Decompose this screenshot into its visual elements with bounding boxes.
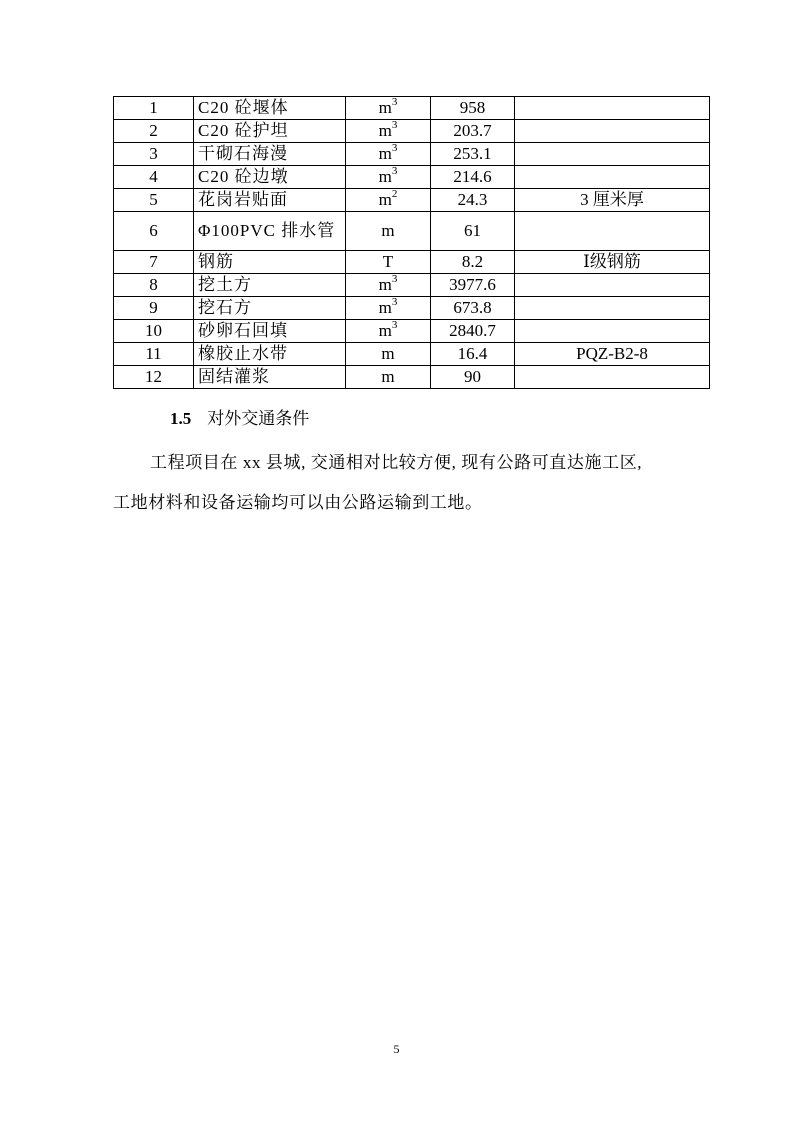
table-row — [114, 274, 710, 297]
row-number: 6 — [114, 212, 194, 251]
item-note — [515, 366, 710, 389]
table-row — [114, 166, 710, 189]
item-name: 橡胶止水带 — [194, 343, 346, 366]
row-number: 1 — [114, 97, 194, 120]
item-name: 砂卵石回填 — [194, 320, 346, 343]
item-quantity: 203.7 — [431, 120, 515, 143]
item-quantity: 253.1 — [431, 143, 515, 166]
item-name: C20 砼护坦 — [194, 120, 346, 143]
item-note: PQZ-B2-8 — [515, 343, 710, 366]
item-quantity: 3977.6 — [431, 274, 515, 297]
row-number: 5 — [114, 189, 194, 212]
row-number: 2 — [114, 120, 194, 143]
item-quantity: 90 — [431, 366, 515, 389]
table-row — [114, 120, 710, 143]
item-unit: m — [346, 212, 431, 251]
item-quantity: 24.3 — [431, 189, 515, 212]
row-number: 11 — [114, 343, 194, 366]
item-note — [515, 166, 710, 189]
item-note — [515, 274, 710, 297]
table-row — [114, 212, 710, 251]
item-note — [515, 297, 710, 320]
section-title: 对外交通条件 — [207, 409, 310, 428]
item-note — [515, 143, 710, 166]
item-name: C20 砼边墩 — [194, 166, 346, 189]
table-row — [114, 366, 710, 389]
item-unit: $m^3$ — [346, 166, 431, 189]
paragraph-line-1: 工程项目在 xx 县城, 交通相对比较方便, 现有公路可直达施工区, — [150, 453, 643, 472]
row-number: 9 — [114, 297, 194, 320]
table-row — [114, 189, 710, 212]
item-unit: $m^2$ — [346, 189, 431, 212]
paragraph-line-2: 工地材料和设备运输均可以由公路运输到工地。 — [113, 493, 483, 512]
item-note — [515, 97, 710, 120]
table-row — [114, 251, 710, 274]
item-note — [515, 120, 710, 143]
item-name: Φ100PVC 排水管 — [194, 212, 346, 251]
table-row — [114, 297, 710, 320]
item-quantity: 16.4 — [431, 343, 515, 366]
item-note — [515, 212, 710, 251]
item-quantity: 958 — [431, 97, 515, 120]
item-note — [515, 320, 710, 343]
row-number: 7 — [114, 251, 194, 274]
page-number: 5 — [393, 1042, 400, 1056]
table-row — [114, 320, 710, 343]
item-unit: $m^3$ — [346, 320, 431, 343]
section-number: 1.5 — [170, 409, 192, 428]
row-number: 4 — [114, 166, 194, 189]
item-unit: $m^3$ — [346, 297, 431, 320]
item-unit: $m^3$ — [346, 120, 431, 143]
item-unit: m — [346, 343, 431, 366]
item-note: 3 厘米厚 — [515, 189, 710, 212]
row-number: 12 — [114, 366, 194, 389]
item-name: 挖土方 — [194, 274, 346, 297]
quantity-table — [113, 96, 710, 389]
section-heading — [170, 404, 309, 429]
item-name: 花岗岩贴面 — [194, 189, 346, 212]
item-unit: $m^3$ — [346, 274, 431, 297]
item-name: 钢筋 — [194, 251, 346, 274]
item-quantity: 61 — [431, 212, 515, 251]
row-number: 8 — [114, 274, 194, 297]
item-name: 挖石方 — [194, 297, 346, 320]
item-unit: m — [346, 366, 431, 389]
table-row — [114, 97, 710, 120]
item-quantity: 2840.7 — [431, 320, 515, 343]
item-note: Ⅰ级钢筋 — [515, 251, 710, 274]
table-row — [114, 143, 710, 166]
item-unit: T — [346, 251, 431, 274]
item-quantity: 214.6 — [431, 166, 515, 189]
item-name: 固结灌浆 — [194, 366, 346, 389]
item-unit: $m^3$ — [346, 143, 431, 166]
item-name: C20 砼堰体 — [194, 97, 346, 120]
item-unit: $m^3$ — [346, 97, 431, 120]
table-row — [114, 343, 710, 366]
item-name: 干砌石海漫 — [194, 143, 346, 166]
row-number: 10 — [114, 320, 194, 343]
item-quantity: 673.8 — [431, 297, 515, 320]
row-number: 3 — [114, 143, 194, 166]
item-quantity: 8.2 — [431, 251, 515, 274]
